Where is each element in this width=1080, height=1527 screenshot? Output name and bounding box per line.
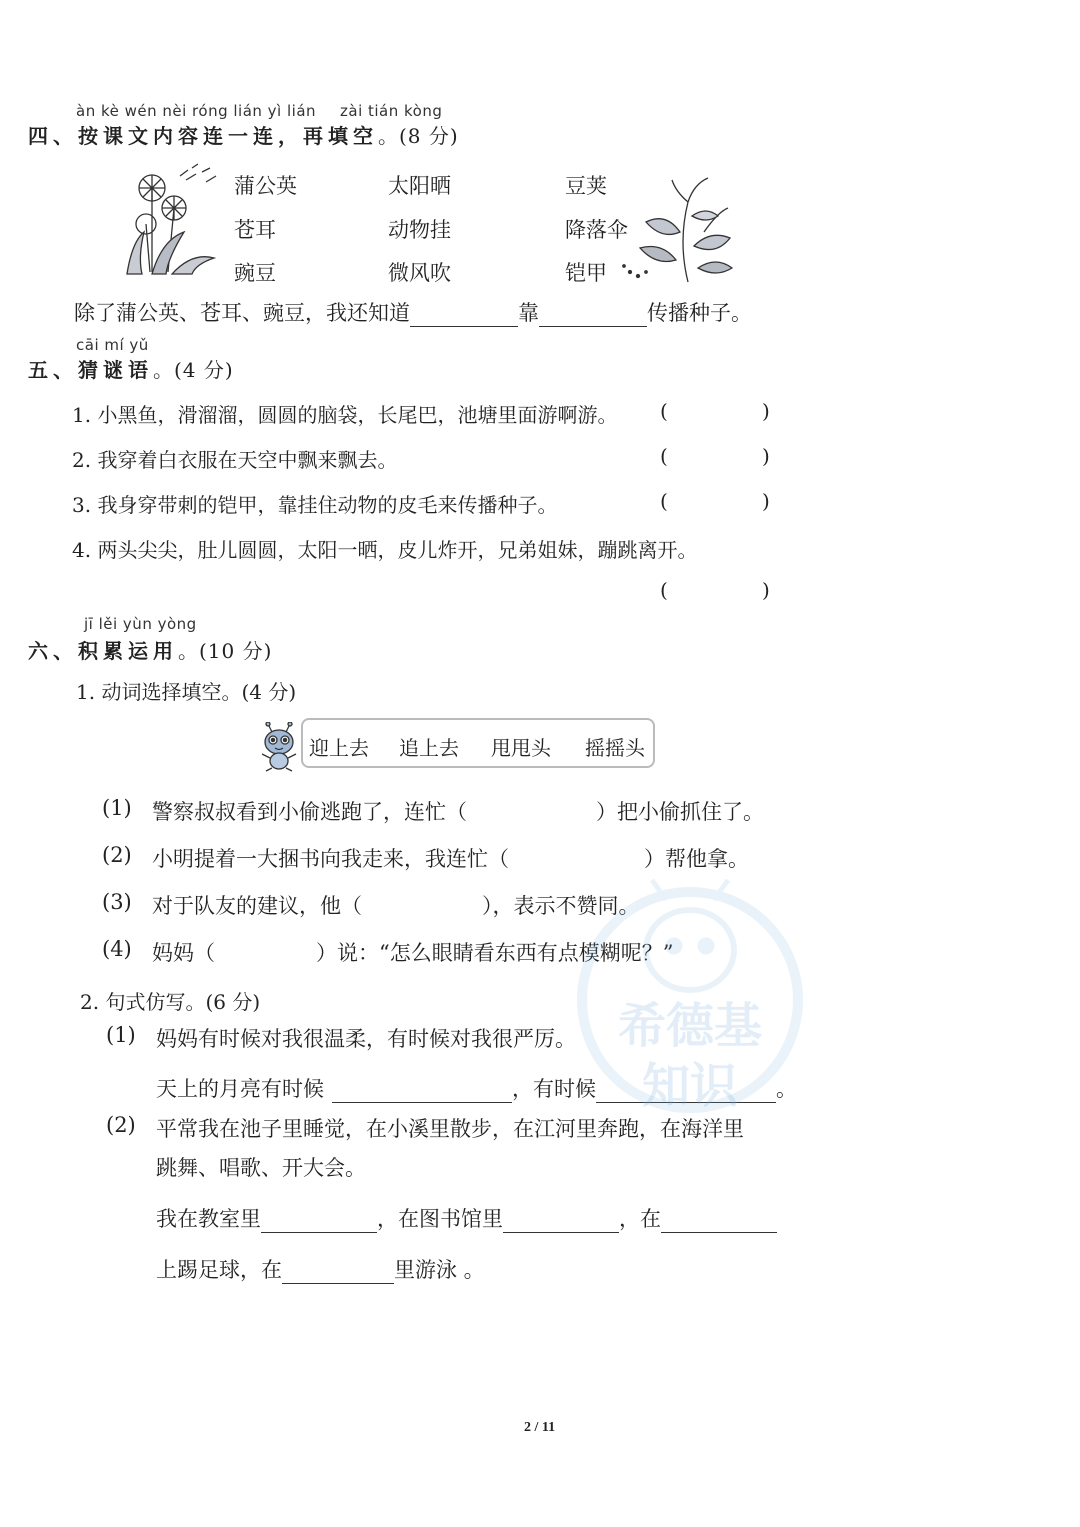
section4-title [28, 120, 459, 149]
q2-2-fill-a: 我在教室里 [156, 1207, 261, 1231]
q2-2-blank-3[interactable] [661, 1210, 777, 1233]
q2-1-fill-c: 。 [776, 1077, 797, 1101]
section5-score: 。(4 分) [153, 358, 234, 382]
word-bank-item-4: 摇摇头 [585, 736, 645, 760]
answer-open-2: ( [660, 444, 668, 468]
section6-title [28, 635, 272, 664]
dandelion-illustration [122, 162, 222, 280]
answer-open-4: ( [660, 578, 668, 602]
section5-heading: 五、猜谜语 [28, 358, 153, 382]
riddle-4: 4. 两头尖尖，肚儿圆圆，太阳一晒，皮儿炸开，兄弟姐妹，蹦跳离开。 [72, 538, 698, 562]
section4-pinyin-b: zài tián kòng [340, 102, 443, 120]
section6-score: 。(10 分) [178, 639, 273, 663]
q2-2-blank-2[interactable] [503, 1210, 619, 1233]
q2-2-fill-e: 里游泳 。 [394, 1258, 485, 1282]
riddle-1: 1. 小黑鱼，滑溜溜，圆圆的脑袋，长尾巴，池塘里面游啊游。 [72, 403, 618, 427]
fill-text-a: 除了蒲公英、苍耳、豌豆，我还知道 [74, 301, 410, 325]
word-bank-item-2: 追上去 [399, 736, 459, 760]
fill-blank-2[interactable] [539, 304, 647, 327]
section4-fill-line [74, 297, 752, 327]
answer-close-3: ) [762, 489, 770, 513]
fill-blank-1[interactable] [410, 304, 518, 327]
col3-item-3: 铠甲 [565, 261, 607, 285]
col3-item-1: 豆荚 [565, 174, 607, 198]
col2-item-2: 动物挂 [388, 218, 451, 242]
word-bank-item-1: 迎上去 [309, 736, 369, 760]
q2-title: 2. 句式仿写。(6 分) [80, 990, 261, 1014]
q2-1-example: 妈妈有时候对我很温柔，有时候对我很严厉。 [156, 1027, 576, 1051]
q1-title: 1. 动词选择填空。(4 分) [76, 680, 297, 704]
word-bank-item-3: 甩甩头 [491, 736, 551, 760]
col1-item-3: 豌豆 [234, 261, 276, 285]
q1-item-4-a: 妈妈（ [152, 941, 215, 965]
answer-open-1: ( [660, 399, 668, 423]
section4-pinyin-a: àn kè wén nèi róng lián yì lián [76, 102, 317, 120]
riddle-2: 2. 我穿着白衣服在天空中飘来飘去。 [72, 448, 398, 472]
q2-1-num: (1) [106, 1023, 136, 1047]
page-number: 2 / 11 [524, 1420, 556, 1435]
pea-plant-illustration [618, 172, 740, 284]
q2-2-fill-d: 上踢足球，在 [156, 1258, 282, 1282]
watermark-bottom-text: 知识 [641, 1058, 739, 1114]
section6-heading: 六、积累运用 [28, 639, 178, 663]
q1-item-3-a: 对于队友的建议，他（ [152, 894, 362, 918]
answer-close-4: ) [762, 578, 770, 602]
q2-1-fill-b: ，有时候 [512, 1077, 596, 1101]
fill-text-c: 传播种子。 [647, 301, 752, 325]
watermark-logo [570, 870, 810, 1140]
q1-item-1-a: 警察叔叔看到小偷逃跑了，连忙（ [152, 800, 467, 824]
q2-2-example-line2: 跳舞、唱歌、开大会。 [156, 1156, 366, 1180]
section5-pinyin: cāi mí yǔ [76, 336, 149, 354]
section5-title [28, 354, 234, 383]
q2-2-fill-c: ，在 [619, 1207, 661, 1231]
ant-icon [258, 722, 302, 772]
col1-item-2: 苍耳 [234, 218, 276, 242]
riddle-3: 3. 我身穿带刺的铠甲，靠挂住动物的皮毛来传播种子。 [72, 493, 558, 517]
q2-2-blank-1[interactable] [261, 1210, 377, 1233]
q2-2-example-line1: 平常我在池子里睡觉，在小溪里散步，在江河里奔跑，在海洋里 [156, 1117, 744, 1141]
q1-item-4-b: ）说：“怎么眼睛看东西有点模糊呢？” [316, 941, 674, 965]
col2-item-3: 微风吹 [388, 261, 451, 285]
answer-close-2: ) [762, 444, 770, 468]
q2-2-fill-line-2 [156, 1254, 485, 1284]
q2-2-num: (2) [106, 1113, 136, 1137]
q1-item-3-num: (3) [102, 890, 132, 914]
col2-item-1: 太阳晒 [388, 174, 451, 198]
q1-item-3-b: ），表示不赞同。 [482, 894, 640, 918]
fill-text-b: 靠 [518, 301, 539, 325]
q1-item-1-num: (1) [102, 796, 132, 820]
q1-item-4-num: (4) [102, 937, 132, 961]
answer-open-3: ( [660, 489, 668, 513]
q2-2-blank-4[interactable] [282, 1261, 394, 1284]
q2-1-blank-1[interactable] [332, 1080, 512, 1103]
q1-item-2-b: ）帮他拿。 [644, 847, 749, 871]
answer-close-1: ) [762, 399, 770, 423]
section4-heading: 四、按课文内容连一连，再填空 [28, 124, 378, 148]
col1-item-1: 蒲公英 [234, 174, 297, 198]
q2-1-fill-a: 天上的月亮有时候 [156, 1077, 324, 1101]
q1-item-2-a: 小明提着一大捆书向我走来，我连忙（ [152, 847, 509, 871]
q2-2-fill-b: ，在图书馆里 [377, 1207, 503, 1231]
section6-pinyin: jī lěi yùn yòng [84, 615, 197, 633]
q2-2-fill-line-1 [156, 1203, 777, 1233]
watermark-top-text: 希德基 [617, 998, 763, 1054]
word-bank [301, 718, 655, 768]
q1-item-1-b: ）把小偷抓住了。 [596, 800, 764, 824]
col3-item-2: 降落伞 [565, 218, 628, 242]
section4-score: 。(8 分) [378, 124, 459, 148]
q1-item-2-num: (2) [102, 843, 132, 867]
